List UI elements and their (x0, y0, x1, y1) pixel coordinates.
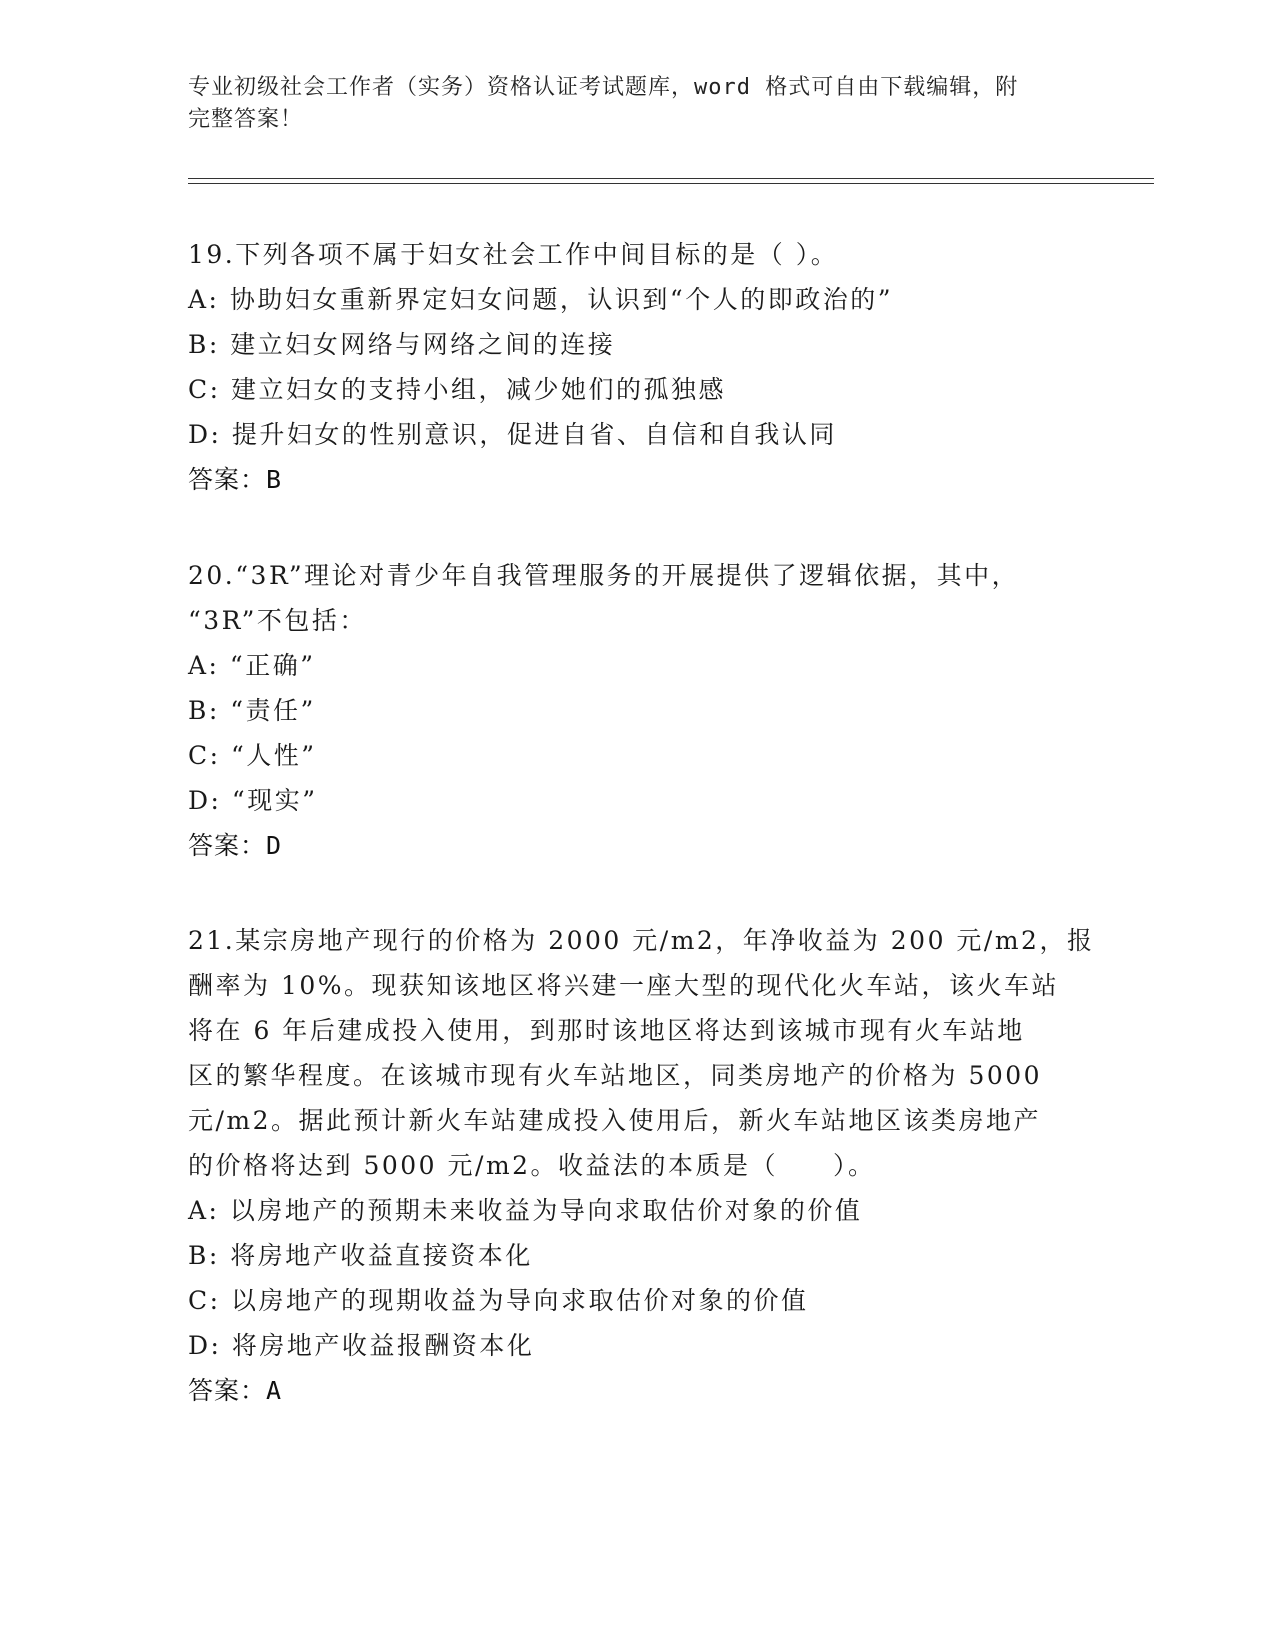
option-c: C: 建立妇女的支持小组，减少她们的孤独感 (188, 375, 726, 404)
option-d: D: 提升妇女的性别意识，促进自省、自信和自我认同 (188, 420, 837, 449)
question-stem-line-3: 将在 6 年后建成投入使用，到那时该地区将达到该城市现有火车站地 (188, 1016, 1025, 1045)
answer-value: A (266, 1376, 283, 1405)
option-d: D: “现实” (188, 786, 318, 815)
option-a: A: “正确” (188, 651, 316, 680)
answer-label: 答案： (188, 831, 267, 860)
answer-line (188, 1368, 1088, 1413)
answer-line (188, 823, 1088, 868)
answer-value: B (266, 465, 283, 494)
question-stem-line-2: “3R”不包括： (188, 606, 367, 635)
header-line-1: 专业初级社会工作者（实务）资格认证考试题库，word 格式可自由下载编辑，附 (188, 75, 1019, 100)
question-stem-line-2: 酬率为 10%。现获知该地区将兴建一座大型的现代化火车站，该火车站 (188, 971, 1060, 1000)
option-b: B: 建立妇女网络与网络之间的连接 (188, 330, 616, 359)
question-stem-line-1: 21.某宗房地产现行的价格为 2000 元/m2，年净收益为 200 元/m2，报 (188, 926, 1095, 955)
option-b: B: “责任” (188, 696, 316, 725)
question-19 (188, 232, 1088, 502)
answer-value: D (266, 831, 283, 860)
header-line-2: 完整答案！ (188, 107, 304, 132)
header-divider-bottom (188, 183, 1154, 184)
question-stem-line-6: 的价格将达到 5000 元/m2。收益法的本质是（ ）。 (188, 1151, 876, 1180)
option-a: A: 协助妇女重新界定妇女问题，认识到“个人的即政治的” (188, 285, 893, 314)
question-stem: 19.下列各项不属于妇女社会工作中间目标的是（ ）。 (188, 240, 839, 269)
question-stem-line-4: 区的繁华程度。在该城市现有火车站地区，同类房地产的价格为 5000 (188, 1061, 1043, 1090)
question-stem-line-1: 20.“3R”理论对青少年自我管理服务的开展提供了逻辑依据，其中， (188, 561, 1020, 590)
answer-label: 答案： (188, 1376, 267, 1405)
question-stem-line-5: 元/m2。据此预计新火车站建成投入使用后，新火车站地区该类房地产 (188, 1106, 1042, 1135)
option-d: D: 将房地产收益报酬资本化 (188, 1331, 535, 1360)
header-divider-top (188, 178, 1154, 179)
option-c: C: “人性” (188, 741, 317, 770)
question-20 (188, 553, 1088, 868)
option-a: A: 以房地产的预期未来收益为导向求取估价对象的价值 (188, 1196, 863, 1225)
document-header (188, 72, 1088, 136)
question-21 (188, 918, 1095, 1413)
answer-line (188, 457, 1088, 502)
answer-label: 答案： (188, 465, 267, 494)
option-c: C: 以房地产的现期收益为导向求取估价对象的价值 (188, 1286, 809, 1315)
option-b: B: 将房地产收益直接资本化 (188, 1241, 533, 1270)
